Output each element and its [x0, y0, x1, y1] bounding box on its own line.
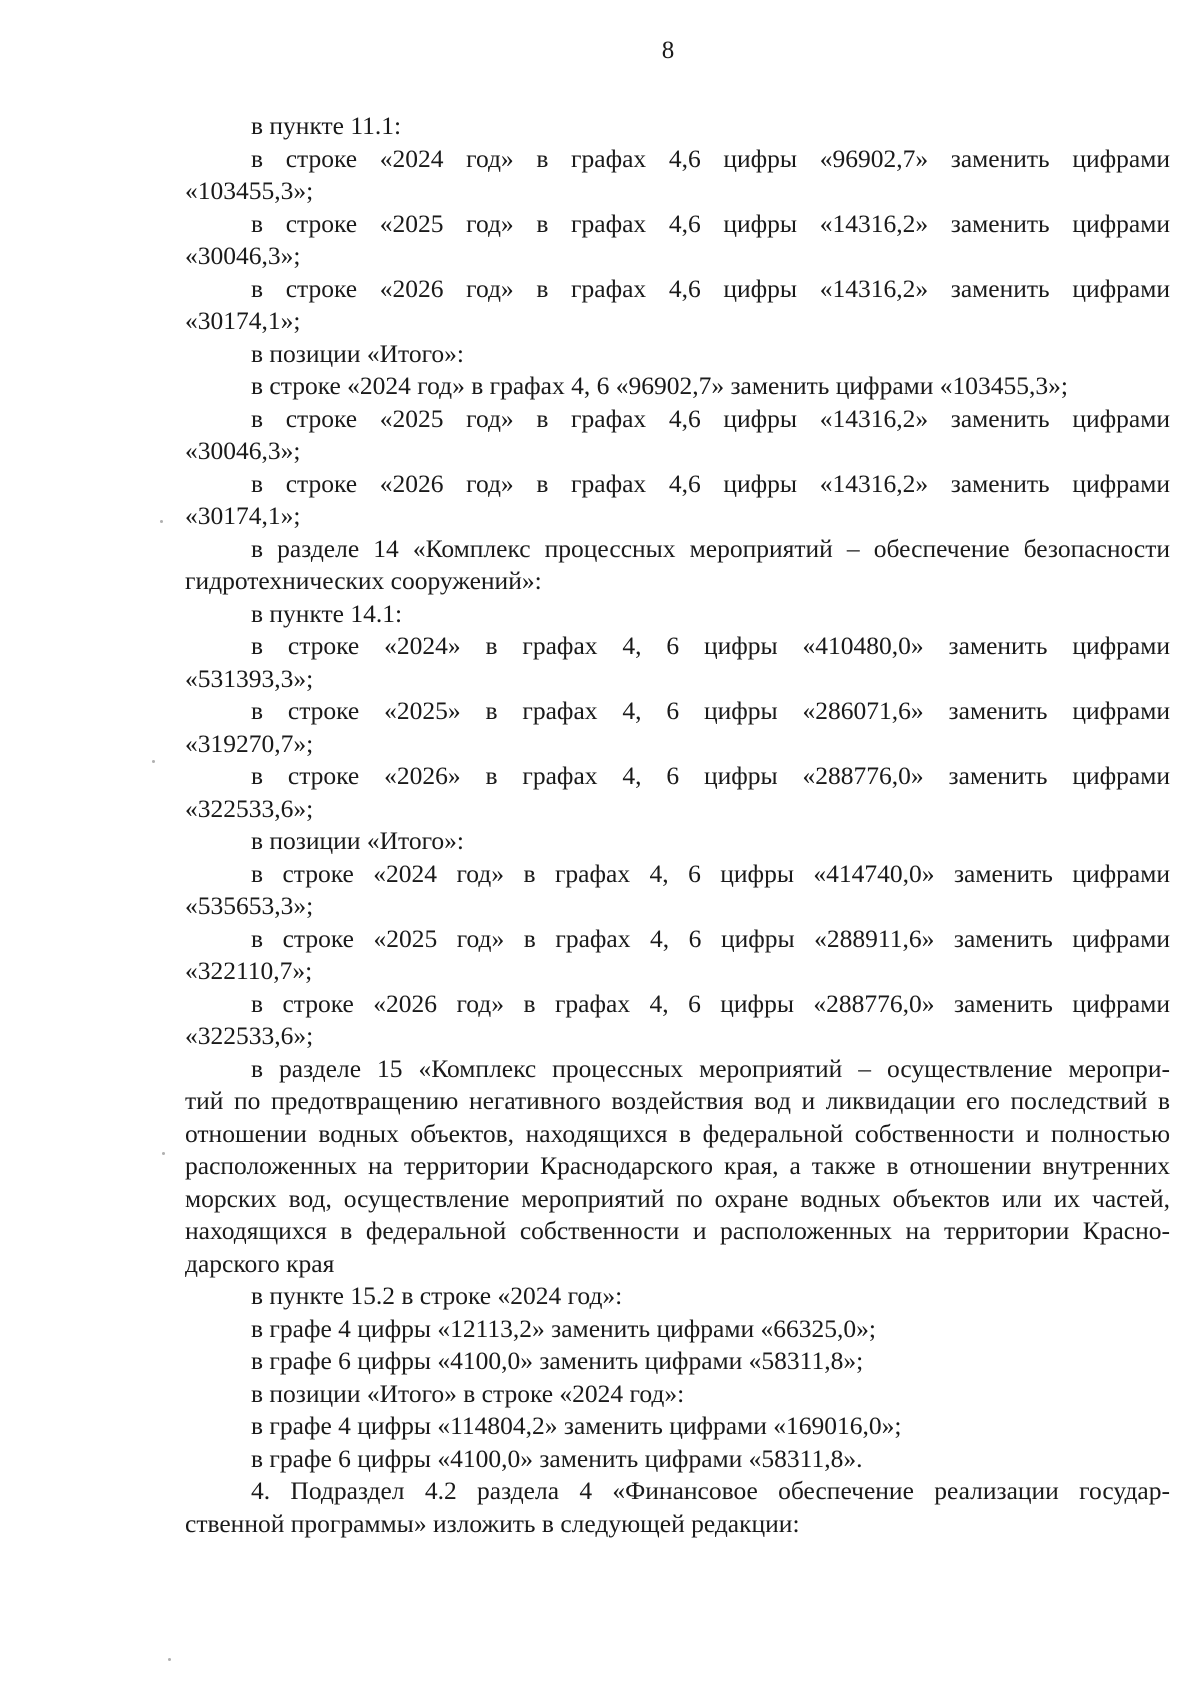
text-line: в пункте 14.1: [251, 598, 403, 628]
text-line: «322533,6»; [185, 793, 314, 823]
text-line: в строке «2024 год» в графах 4, 6 цифры «414740,0» заменить цифрами [251, 858, 1170, 888]
text-line: в строке «2026 год» в графах 4, 6 цифры «288776,0» заменить цифрами [251, 988, 1170, 1018]
text-line: «30046,3»; [185, 436, 301, 465]
text-line: ственной программы» изложить в следующей редакции: [185, 1508, 800, 1538]
text-line: «322533,6»; [185, 1021, 314, 1050]
text-line: в графе 6 цифры «4100,0» заменить цифрами «58311,8»; [251, 1346, 864, 1375]
text-line: в строке «2025» в графах 4, 6 цифры «286071,6» заменить цифрами [251, 696, 1170, 725]
document-body [185, 110, 1170, 1540]
text-line: находящихся в федеральной собственности и расположенных на территории Красно- [185, 1216, 1170, 1245]
text-line: «103455,3»; [185, 176, 314, 205]
text-line: в строке «2024 год» в графах 4,6 цифры «96902,7» заменить цифрами [251, 143, 1170, 173]
text-line: «30046,3»; [185, 241, 301, 270]
text-line: «531393,3»; [185, 663, 314, 693]
text-line: в разделе 15 «Комплекс процессных мероприятий – осуществление меропри- [251, 1053, 1170, 1083]
text-line: «319270,7»; [185, 728, 314, 758]
scan-speck [162, 1152, 165, 1155]
text-line: морских вод, осуществление мероприятий по охране водных объектов или их частей, [185, 1183, 1170, 1213]
text-line: в разделе 14 «Комплекс процессных мероприятий – обеспечение безопасности [251, 533, 1170, 563]
text-line: в пункте 11.1: [251, 111, 402, 140]
text-line: в строке «2026» в графах 4, 6 цифры «288776,0» заменить цифрами [251, 761, 1170, 790]
scan-speck [160, 520, 163, 523]
text-line: дарского края [185, 1248, 335, 1278]
text-line: отношении водных объектов, находящихся в федеральной собственности и полностью [185, 1118, 1170, 1148]
text-line: расположенных на территории Краснодарского края, а также в отношении внутренних [185, 1151, 1170, 1180]
text-line: в позиции «Итого»: [251, 826, 464, 855]
page-number: 8 [661, 37, 675, 64]
text-line: 4. Подраздел 4.2 раздела 4 «Финансовое обеспечение реализации государ- [251, 1476, 1170, 1505]
scan-speck [168, 1658, 171, 1661]
text-line: «30174,1»; [185, 501, 301, 530]
text-line: в строке «2025 год» в графах 4, 6 цифры «288911,6» заменить цифрами [251, 923, 1170, 953]
text-line: в графе 4 цифры «114804,2» заменить цифрами «169016,0»; [251, 1411, 902, 1440]
text-line: в графе 6 цифры «4100,0» заменить цифрами «58311,8». [251, 1443, 863, 1473]
text-line: «535653,3»; [185, 891, 314, 920]
text-line: в строке «2025 год» в графах 4,6 цифры «14316,2» заменить цифрами [251, 208, 1170, 238]
text-line: в графе 4 цифры «12113,2» заменить цифрами «66325,0»; [251, 1313, 876, 1343]
text-line: в строке «2024 год» в графах 4, 6 «96902,7» заменить цифрами «103455,3»; [251, 371, 1069, 400]
text-line: в строке «2026 год» в графах 4,6 цифры «14316,2» заменить цифрами [251, 468, 1170, 498]
text-line: в строке «2024» в графах 4, 6 цифры «410480,0» заменить цифрами [251, 631, 1170, 660]
text-line: в пункте 15.2 в строке «2024 год»: [251, 1281, 623, 1310]
text-line: «322110,7»; [185, 956, 313, 985]
text-line: тий по предотвращению негативного воздействия вод и ликвидации его последствий в [185, 1086, 1170, 1115]
text-line: «30174,1»; [185, 306, 301, 335]
text-line: в строке «2026 год» в графах 4,6 цифры «14316,2» заменить цифрами [251, 273, 1170, 303]
text-line: в позиции «Итого» в строке «2024 год»: [251, 1378, 685, 1408]
text-line: в строке «2025 год» в графах 4,6 цифры «14316,2» заменить цифрами [251, 403, 1170, 433]
text-line: гидротехнических сооружений»: [185, 566, 542, 595]
scan-speck [152, 760, 155, 763]
text-line: в позиции «Итого»: [251, 338, 464, 368]
